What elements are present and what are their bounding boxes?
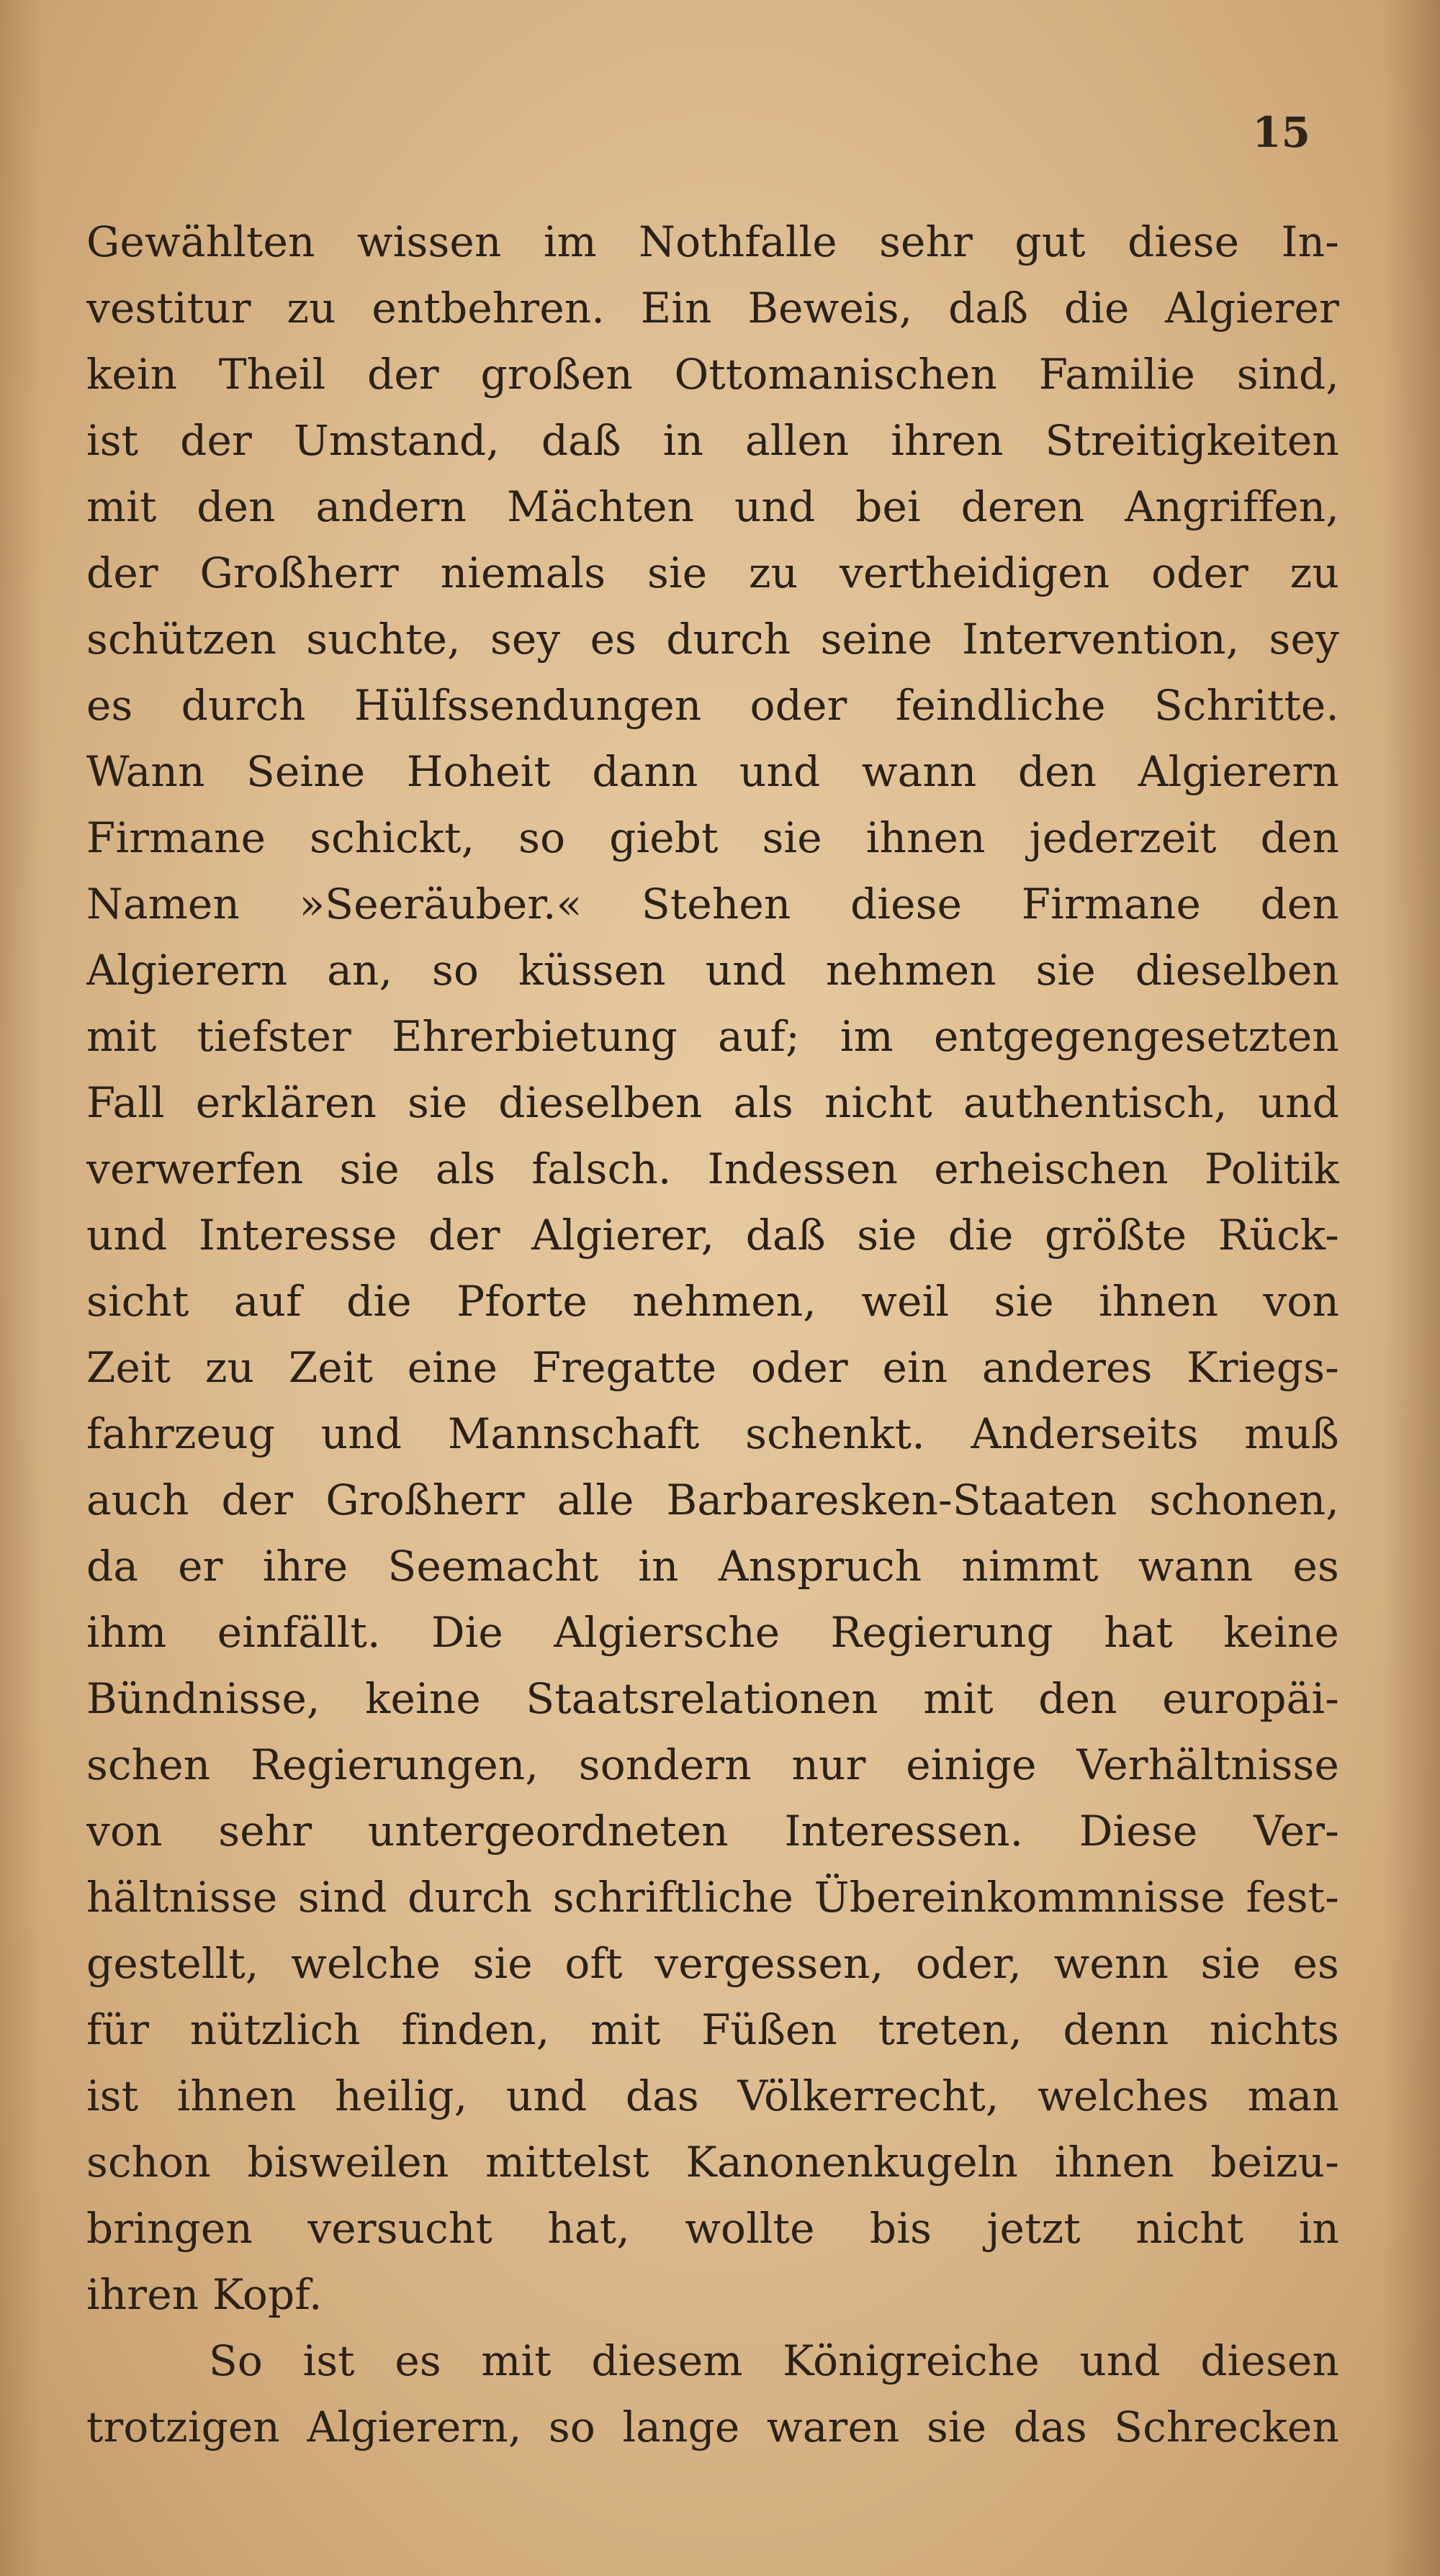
text-line: ihm einfällt. Die Algiersche Regierung hat keine xyxy=(86,1608,1339,1657)
text-line: hältnisse sind durch schriftliche Übereinkommnisse fest- xyxy=(86,1873,1339,1922)
text-line: Bündnisse, keine Staatsrelationen mit den europäi- xyxy=(86,1674,1339,1723)
text-line: für nützlich finden, mit Füßen treten, denn nichts xyxy=(86,2005,1339,2054)
text-line: Gewählten wissen im Nothfalle sehr gut diese In- xyxy=(86,217,1339,266)
text-line: Firmane schickt, so giebt sie ihnen jederzeit den xyxy=(86,813,1339,862)
text-line: schen Regierungen, sondern nur einige Verhältnisse xyxy=(86,1740,1339,1789)
text-line: Wann Seine Hoheit dann und wann den Algierern xyxy=(86,747,1339,796)
page-shadow-right xyxy=(1382,0,1440,2576)
body-text xyxy=(86,209,1339,2460)
text-line: von sehr untergeordneten Interessen. Diese Ver- xyxy=(86,1807,1339,1856)
text-line: ist der Umstand, daß in allen ihren Streitigkeiten xyxy=(86,416,1339,465)
text-line: Zeit zu Zeit eine Fregatte oder ein anderes Kriegs- xyxy=(86,1343,1339,1392)
text-line-paragraph-end: ihren Kopf. xyxy=(86,2270,323,2319)
text-line: kein Theil der großen Ottomanischen Familie sind, xyxy=(86,350,1339,399)
text-line: schon bisweilen mittelst Kanonenkugeln ihnen beizu- xyxy=(86,2138,1339,2187)
page-number: 15 xyxy=(1252,108,1310,157)
text-line: bringen versucht hat, wollte bis jetzt nicht in xyxy=(86,2204,1339,2253)
text-line-paragraph-start: So ist es mit diesem Königreiche und diesen xyxy=(209,2336,1339,2385)
text-line: da er ihre Seemacht in Anspruch nimmt wann es xyxy=(86,1542,1339,1591)
text-line: mit den andern Mächten und bei deren Angriffen, xyxy=(86,482,1339,531)
text-line: trotzigen Algierern, so lange waren sie das Schrecken xyxy=(86,2403,1339,2451)
text-line: schützen suchte, sey es durch seine Intervention, sey xyxy=(86,615,1339,664)
text-line: Namen »Seeräuber.« Stehen diese Firmane den xyxy=(86,880,1339,928)
text-line: auch der Großherr alle Barbaresken-Staaten schonen, xyxy=(86,1475,1339,1524)
text-line: und Interesse der Algierer, daß sie die größte Rück- xyxy=(86,1211,1339,1260)
text-line: sicht auf die Pforte nehmen, weil sie ihnen von xyxy=(86,1277,1339,1326)
text-line: verwerfen sie als falsch. Indessen erheischen Politik xyxy=(86,1144,1339,1193)
text-line: Algierern an, so küssen und nehmen sie dieselben xyxy=(86,946,1339,995)
text-line: mit tiefster Ehrerbietung auf; im entgegengesetzten xyxy=(86,1012,1339,1061)
text-line: es durch Hülfssendungen oder feindliche Schritte. xyxy=(86,681,1339,730)
text-line: vestitur zu entbehren. Ein Beweis, daß die Algierer xyxy=(86,284,1339,333)
page-shadow-left xyxy=(0,0,43,2576)
text-line: fahrzeug und Mannschaft schenkt. Anderseits muß xyxy=(86,1409,1339,1458)
text-line: Fall erklären sie dieselben als nicht authentisch, und xyxy=(86,1078,1339,1127)
text-line: der Großherr niemals sie zu vertheidigen oder zu xyxy=(86,548,1339,597)
text-line: ist ihnen heilig, und das Völkerrecht, welches man xyxy=(86,2071,1339,2120)
text-line: gestellt, welche sie oft vergessen, oder, wenn sie es xyxy=(86,1939,1339,1988)
